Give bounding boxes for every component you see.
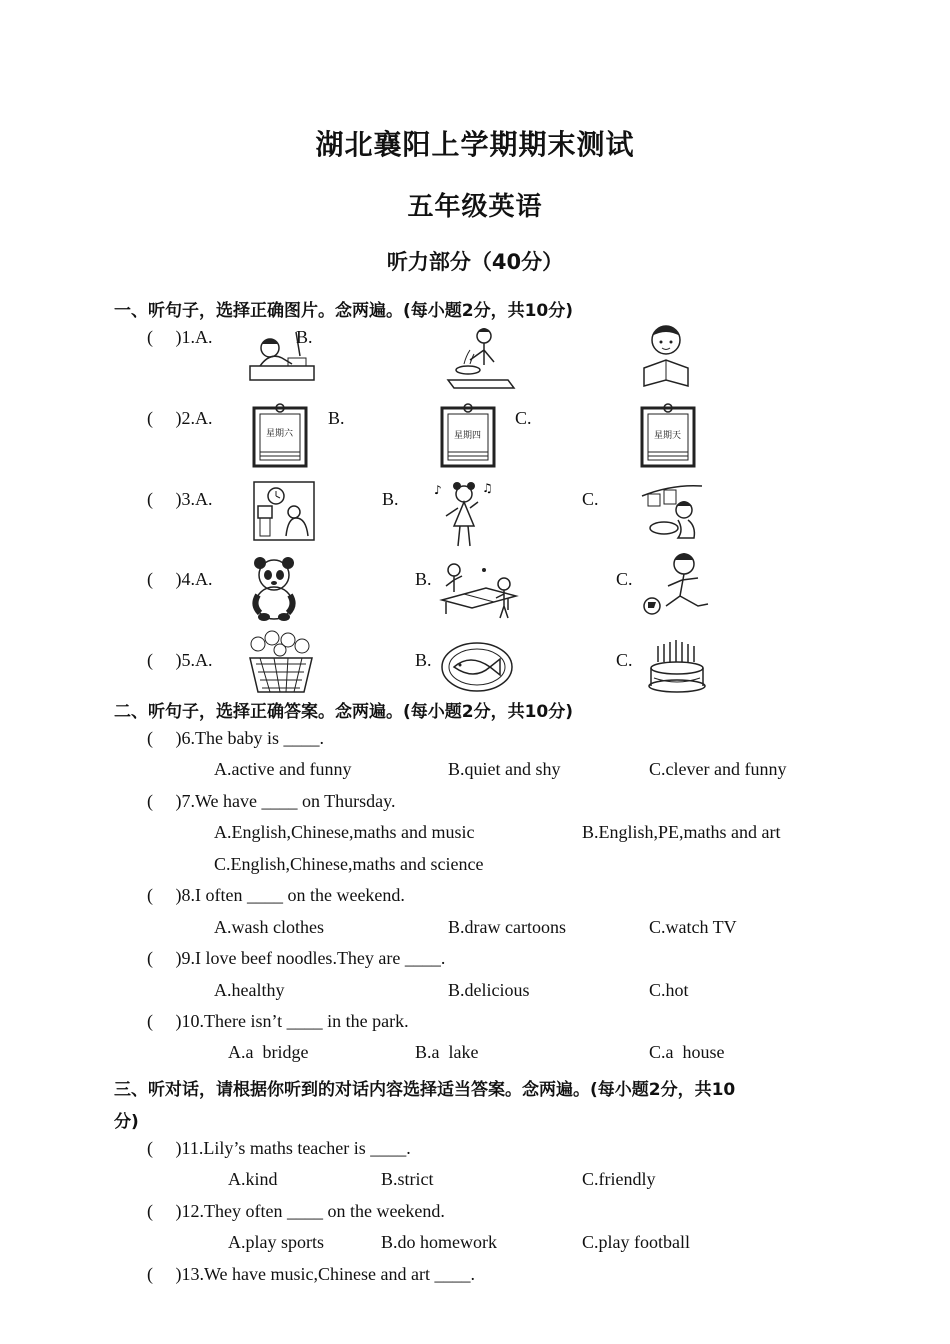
q3-option-b-label: B. <box>382 489 399 509</box>
q11-option-c: C.friendly <box>582 1169 656 1189</box>
q5-option-c-label: C. <box>616 650 633 670</box>
q9-option-b: B.delicious <box>448 980 530 1000</box>
section2-heading: 二、听句子，选择正确答案。念两遍。(每小题2分，共10分) <box>114 702 574 722</box>
q3-number: ( )3.A. <box>147 489 213 509</box>
q8-option-b: B.draw cartoons <box>448 917 566 937</box>
q6-option-a: A.active and funny <box>214 759 352 779</box>
q2-option-b-label: B. <box>328 408 345 428</box>
svg-text:♫: ♫ <box>482 481 493 495</box>
table-tennis-picture <box>438 560 520 622</box>
q1-number: ( )1.A. <box>147 327 213 347</box>
calendar-label-2: 星期四 <box>454 431 482 441</box>
q9-text: ( )9.I love beef noodles.They are ____. <box>147 948 446 968</box>
q8-option-c: C.watch TV <box>649 917 737 937</box>
q12-text: ( )12.They often ____ on the weekend. <box>147 1201 445 1221</box>
section1-heading: 一、听句子，选择正确图片。念两遍。(每小题2分，共10分) <box>114 301 574 321</box>
panda-picture <box>248 555 302 621</box>
boy-playing-football-picture <box>640 550 716 620</box>
calendar-label-3: 星期天 <box>654 431 682 441</box>
q1-option-b-label: B. <box>296 327 313 347</box>
q8-text: ( )8.I often ____ on the weekend. <box>147 885 405 905</box>
q11-text: ( )11.Lily’s maths teacher is ____. <box>147 1138 411 1158</box>
q11-option-b: B.strict <box>381 1169 434 1189</box>
section3-heading: 三、听对话，请根据你听到的对话内容选择适当答案。念两遍。(每小题2分，共10 <box>114 1080 736 1100</box>
page-title: 湖北襄阳上学期期末测试 <box>315 128 635 161</box>
q4-option-c-label: C. <box>616 569 633 589</box>
svg-text:♪: ♪ <box>434 483 442 497</box>
q7-option-a: A.English,Chinese,maths and music <box>214 822 475 842</box>
girl-singing-picture <box>432 478 496 550</box>
q7-text: ( )7.We have ____ on Thursday. <box>147 791 396 811</box>
q5-number: ( )5.A. <box>147 650 213 670</box>
part-title: 听力部分（40分） <box>386 250 564 274</box>
q9-option-a: A.healthy <box>214 980 285 1000</box>
watching-tv-picture <box>252 480 316 542</box>
q6-option-b: B.quiet and shy <box>448 759 561 779</box>
q7-option-c: C.English,Chinese,maths and science <box>214 854 484 874</box>
q10-option-a: A.a bridge <box>228 1042 309 1062</box>
q5-option-b-label: B. <box>415 650 432 670</box>
q12-option-a: A.play sports <box>228 1232 324 1252</box>
q11-option-a: A.kind <box>228 1169 278 1189</box>
q12-option-b: B.do homework <box>381 1232 497 1252</box>
q4-option-b-label: B. <box>415 569 432 589</box>
boy-reading-picture <box>640 320 694 390</box>
q12-option-c: C.play football <box>582 1232 690 1252</box>
q6-text: ( )6.The baby is ____. <box>147 728 324 748</box>
person-cooking-picture <box>444 324 516 390</box>
calendar-label-1: 星期六 <box>266 429 294 439</box>
washing-clothes-picture <box>640 480 704 542</box>
q8-option-a: A.wash clothes <box>214 917 324 937</box>
q13-text: ( )13.We have music,Chinese and art ____. <box>147 1264 475 1284</box>
q2-option-c-label: C. <box>515 408 532 428</box>
q10-option-c: C.a house <box>649 1042 725 1062</box>
q2-number: ( )2.A. <box>147 408 213 428</box>
q3-option-c-label: C. <box>582 489 599 509</box>
q9-option-c: C.hot <box>649 980 689 1000</box>
fish-dish-picture <box>440 640 514 694</box>
q10-option-b: B.a lake <box>415 1042 479 1062</box>
q6-option-c: C.clever and funny <box>649 759 787 779</box>
q10-text: ( )10.There isn’t ____ in the park. <box>147 1011 409 1031</box>
q7-option-b: B.English,PE,maths and art <box>582 822 781 842</box>
flower-basket-picture <box>240 628 322 694</box>
q4-number: ( )4.A. <box>147 569 213 589</box>
section3-heading-cont: 分) <box>114 1112 139 1132</box>
birthday-cake-picture <box>646 638 708 694</box>
page-subtitle: 五年级英语 <box>407 192 543 222</box>
